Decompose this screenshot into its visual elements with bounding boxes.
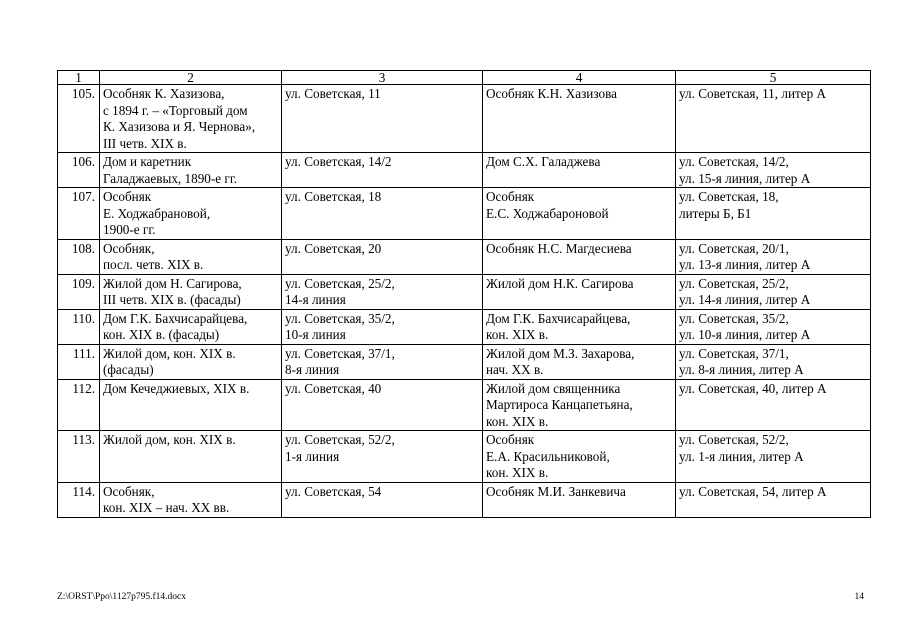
cell-text-line: ул. Советская, 52/2,: [679, 432, 789, 447]
row-number-cell: 112.: [58, 379, 100, 431]
cell-text-line: ул. 13-я линия, литер А: [679, 257, 811, 272]
table-row: [58, 379, 871, 431]
cell-text-line: Галаджаевых, 1890-е гг.: [103, 170, 238, 186]
cell-text-line: Мартироса Канцапетьяна,: [486, 397, 633, 412]
register-address-cell: [676, 344, 871, 379]
cell-text-line: ул. Советская, 18: [285, 189, 382, 204]
cell-text-line: Жилой дом, кон. XIX в.: [103, 345, 236, 361]
cell-text-line: ул. Советская, 40, литер А: [679, 380, 827, 396]
cell-text-line: посл. четв. XIX в.: [103, 257, 204, 272]
cell-text-line: Жилой дом Н.К. Сагирова: [486, 275, 634, 291]
address-cell: [282, 482, 483, 517]
object-name-cell: [100, 431, 282, 483]
table-row: [58, 85, 871, 153]
cell-text-line: кон. XIX в. (фасады): [103, 327, 220, 342]
cell-text-line: III четв. XIX в. (фасады): [103, 292, 241, 307]
object-name-cell: [100, 309, 282, 344]
object-name-cell: [100, 188, 282, 240]
cell-text-line: литеры Б, Б1: [679, 205, 752, 221]
cell-text-line: ул. Советская, 20: [285, 240, 382, 256]
cell-text-line: ул. Советская, 52/2,: [285, 432, 395, 447]
address-cell: [282, 379, 483, 431]
register-address-cell: [676, 274, 871, 309]
cell-text-line: ул. 15-я линия, литер А: [679, 170, 811, 186]
cell-text-line: ул. Советская, 11, литер А: [679, 86, 827, 101]
address-cell: [282, 344, 483, 379]
cell-text-line: ул. 8-я линия, литер А: [679, 362, 804, 377]
cell-text-line: Жилой дом священника: [486, 380, 621, 396]
object-name-cell: [100, 274, 282, 309]
cell-text-line: кон. XIX в.: [486, 327, 549, 342]
cell-text-line: Особняк,: [103, 240, 155, 256]
row-number-cell: 105.: [58, 85, 100, 153]
column-header-2: 2: [100, 71, 282, 85]
cell-text-line: ул. 1-я линия, литер А: [679, 448, 804, 464]
cell-text-line: Особняк К. Хазизова,: [103, 86, 225, 101]
footer-file-path: Z:\ORST\Ppo\1127p795.f14.docx: [57, 592, 186, 602]
cell-text-line: Е.С. Ходжабароновой: [486, 205, 609, 221]
cell-text-line: ул. Советская, 11: [285, 86, 381, 101]
row-number-cell: 106.: [58, 153, 100, 188]
object-name-cell: [100, 379, 282, 431]
cell-text-line: Особняк М.И. Занкевича: [486, 483, 626, 499]
register-name-cell: [483, 379, 676, 431]
table-row: [58, 153, 871, 188]
register-name-cell: [483, 239, 676, 274]
cell-text-line: 10-я линия: [285, 327, 346, 342]
table-body: [58, 71, 871, 518]
register-address-cell: [676, 482, 871, 517]
table-row: [58, 274, 871, 309]
register-name-cell: [483, 309, 676, 344]
cell-text-line: ул. Советская, 25/2,: [679, 275, 789, 291]
column-header-1: 1: [58, 71, 100, 85]
row-number-cell: 113.: [58, 431, 100, 483]
register-name-cell: [483, 274, 676, 309]
cell-text-line: кон. XIX в.: [486, 413, 549, 429]
address-cell: [282, 153, 483, 188]
table-row: [58, 482, 871, 517]
cell-text-line: Жилой дом Н. Сагирова,: [103, 275, 242, 291]
cell-text-line: Жилой дом, кон. XIX в.: [103, 432, 236, 447]
register-address-cell: [676, 188, 871, 240]
cell-text-line: 14-я линия: [285, 292, 346, 307]
row-number-cell: 108.: [58, 239, 100, 274]
cell-text-line: нач. XX в.: [486, 362, 544, 377]
register-name-cell: [483, 188, 676, 240]
register-name-cell: [483, 153, 676, 188]
object-name-cell: [100, 239, 282, 274]
cell-text-line: Е. Ходжабрановой,: [103, 205, 211, 221]
page-number: 14: [854, 592, 864, 602]
register-address-cell: [676, 431, 871, 483]
cell-text-line: ул. Советская, 54: [285, 483, 382, 499]
address-cell: [282, 188, 483, 240]
register-name-cell: [483, 482, 676, 517]
cell-text-line: Дом Г.К. Бахчисарайцева,: [486, 310, 631, 326]
cell-text-line: ул. Советская, 54, литер А: [679, 483, 827, 499]
register-address-cell: [676, 153, 871, 188]
row-number-cell: 107.: [58, 188, 100, 240]
table-row: [58, 239, 871, 274]
cell-text-line: Жилой дом М.З. Захарова,: [486, 345, 635, 361]
cell-text-line: Дом С.Х. Галаджева: [486, 154, 601, 169]
cell-text-line: Особняк: [486, 432, 535, 447]
cell-text-line: ул. Советская, 37/1,: [679, 345, 789, 361]
cell-text-line: ул. Советская, 18,: [679, 189, 779, 204]
row-number-cell: 109.: [58, 274, 100, 309]
address-cell: [282, 85, 483, 153]
cell-text-line: кон. XIX – нач. XX вв.: [103, 500, 230, 515]
register-name-cell: [483, 85, 676, 153]
address-cell: [282, 274, 483, 309]
register-address-cell: [676, 309, 871, 344]
cell-text-line: Дом и каретник: [103, 154, 192, 169]
cell-text-line: Дом Г.К. Бахчисарайцева,: [103, 310, 248, 326]
column-header-5: 5: [676, 71, 871, 85]
register-name-cell: [483, 431, 676, 483]
cell-text-line: ул. 10-я линия, литер А: [679, 327, 811, 342]
register-address-cell: [676, 85, 871, 153]
table-header-row: [58, 71, 871, 85]
cell-text-line: ул. Советская, 20/1,: [679, 240, 789, 256]
cell-text-line: ул. Советская, 14/2: [285, 154, 392, 169]
column-header-4: 4: [483, 71, 676, 85]
row-number-cell: 111.: [58, 344, 100, 379]
cell-text-line: 1-я линия: [285, 448, 340, 464]
cell-text-line: ул. 14-я линия, литер А: [679, 292, 811, 307]
row-number-cell: 110.: [58, 309, 100, 344]
cell-text-line: Особняк: [103, 189, 152, 204]
register-name-cell: [483, 344, 676, 379]
address-cell: [282, 431, 483, 483]
table-row: [58, 188, 871, 240]
monuments-table: [57, 70, 871, 518]
cell-text-line: кон. XIX в.: [486, 465, 549, 480]
cell-text-line: Особняк К.Н. Хазизова: [486, 86, 617, 101]
object-name-cell: [100, 85, 282, 153]
column-header-3: 3: [282, 71, 483, 85]
cell-text-line: III четв. XIX в.: [103, 135, 187, 151]
register-address-cell: [676, 379, 871, 431]
cell-text-line: с 1894 г. – «Торговый дом: [103, 102, 248, 118]
object-name-cell: [100, 482, 282, 517]
table-row: [58, 344, 871, 379]
cell-text-line: Дом Кечеджиевых, XIX в.: [103, 380, 250, 396]
cell-text-line: Особняк,: [103, 483, 155, 499]
address-cell: [282, 239, 483, 274]
cell-text-line: ул. Советская, 25/2,: [285, 275, 395, 291]
cell-text-line: Особняк: [486, 189, 535, 204]
cell-text-line: ул. Советская, 35/2,: [285, 310, 395, 326]
register-address-cell: [676, 239, 871, 274]
address-cell: [282, 309, 483, 344]
table-row: [58, 309, 871, 344]
cell-text-line: Особняк Н.С. Магдесиева: [486, 240, 632, 256]
object-name-cell: [100, 153, 282, 188]
cell-text-line: ул. Советская, 35/2,: [679, 310, 789, 326]
row-number-cell: 114.: [58, 482, 100, 517]
cell-text-line: (фасады): [103, 362, 154, 377]
cell-text-line: Е.А. Красильниковой,: [486, 448, 610, 464]
cell-text-line: 8-я линия: [285, 362, 340, 377]
table-row: [58, 431, 871, 483]
cell-text-line: 1900-е гг.: [103, 222, 156, 237]
cell-text-line: К. Хазизова и Я. Чернова»,: [103, 119, 256, 134]
cell-text-line: ул. Советская, 40: [285, 380, 382, 396]
cell-text-line: ул. Советская, 37/1,: [285, 345, 395, 361]
object-name-cell: [100, 344, 282, 379]
cell-text-line: ул. Советская, 14/2,: [679, 154, 789, 169]
